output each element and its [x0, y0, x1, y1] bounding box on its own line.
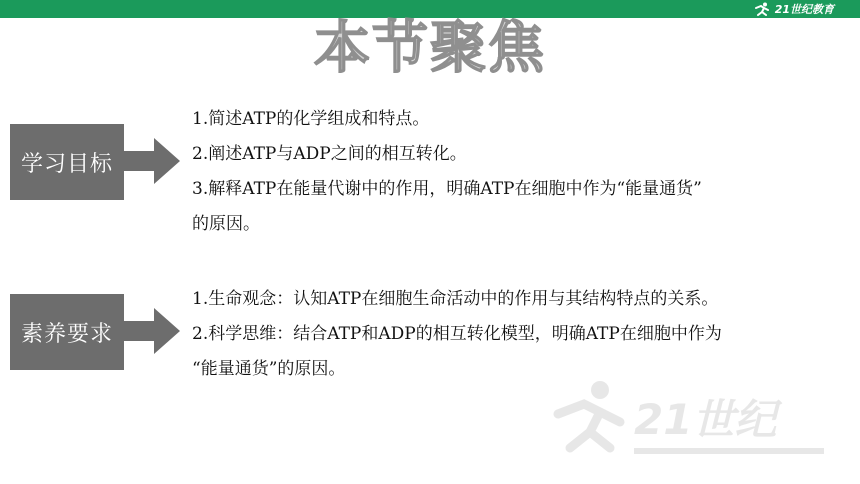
list-item: 的原因。 [192, 214, 260, 234]
list-item: 2.科学思维：结合ATP和ADP的相互转化模型，明确ATP在细胞中作为 [192, 324, 722, 344]
literacy-requirements-list [192, 282, 852, 387]
logo-text: 21世纪教育 [774, 3, 834, 16]
list-item: 3.解释ATP在能量代谢中的作用，明确ATP在细胞中作为“能量通货” [192, 179, 702, 199]
watermark-logo [548, 374, 838, 470]
section-label-learning-goals: 学习目标 [10, 124, 124, 200]
learning-goals-list [192, 102, 852, 242]
right-arrow-icon [118, 306, 182, 356]
svg-text:21世纪: 21世纪 [634, 395, 777, 444]
section-label-literacy-requirements: 素养要求 [10, 294, 124, 370]
page-title: 本节聚焦 [314, 15, 546, 81]
list-item: “能量通货”的原因。 [192, 359, 346, 379]
list-item: 2.阐述ATP与ADP之间的相互转化。 [192, 144, 467, 164]
right-arrow-icon [118, 136, 182, 186]
list-item: 1.简述ATP的化学组成和特点。 [192, 109, 430, 129]
list-item: 1.生命观念：认知ATP在细胞生命活动中的作用与其结构特点的关系。 [192, 289, 719, 309]
